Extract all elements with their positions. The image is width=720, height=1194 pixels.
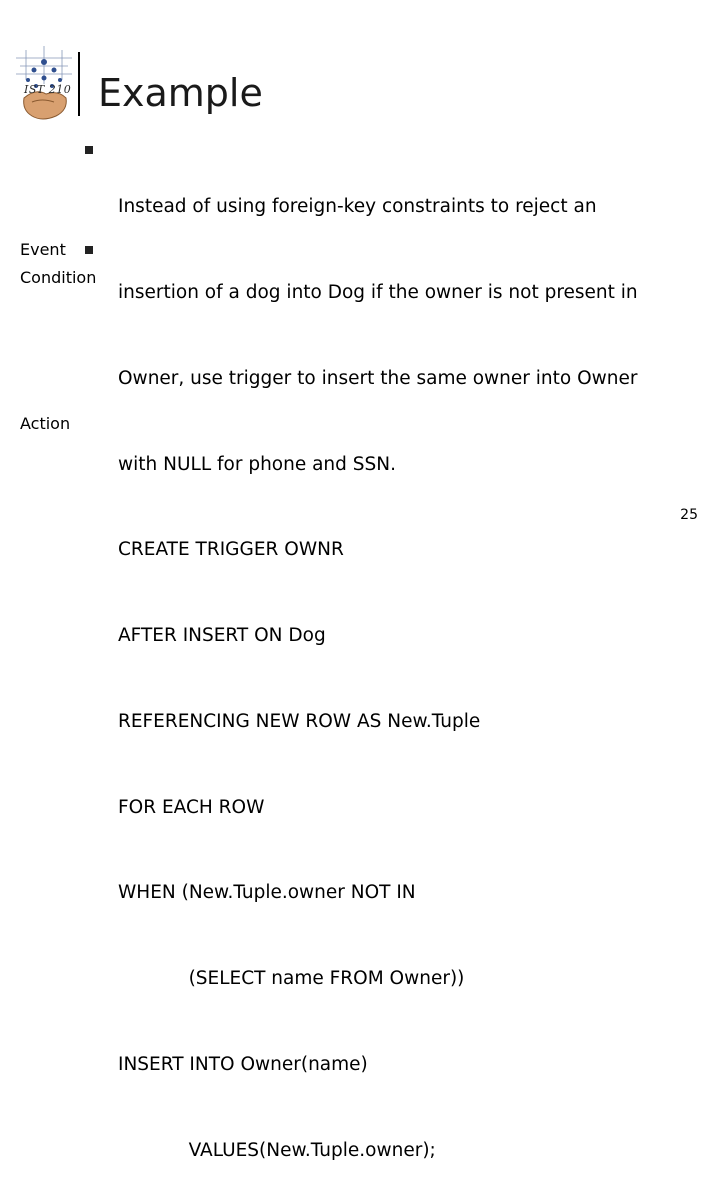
course-tag: IST 210 bbox=[24, 83, 72, 96]
label-event: Event bbox=[20, 240, 66, 259]
bullet-trigger bbox=[85, 246, 93, 254]
code-line: AFTER INSERT ON Dog bbox=[118, 625, 326, 647]
code-line: (SELECT name FROM Owner)) bbox=[118, 968, 465, 990]
bullet-paragraph bbox=[85, 146, 93, 154]
label-action: Action bbox=[20, 414, 71, 433]
code-line: INSERT INTO Owner(name) bbox=[118, 1054, 368, 1075]
paragraph-line: with NULL for phone and SSN. bbox=[118, 453, 396, 475]
slide-title: Example bbox=[98, 71, 263, 115]
title-divider bbox=[78, 52, 80, 116]
paragraph-line: Instead of using foreign-key constraints to reject an bbox=[118, 196, 597, 218]
paragraph-line: insertion of a dog into Dog if the owner is not present in bbox=[118, 281, 638, 303]
label-condition: Condition bbox=[20, 268, 97, 287]
code-line: VALUES(New.Tuple.owner); bbox=[118, 1139, 436, 1161]
code-line: CREATE TRIGGER OWNR bbox=[118, 539, 344, 561]
code-line: WHEN (New.Tuple.owner NOT IN bbox=[118, 882, 416, 904]
paragraph-line: Owner, use trigger to insert the same owner into Owner bbox=[118, 367, 638, 389]
slide-body bbox=[118, 136, 638, 1194]
code-line: REFERENCING NEW ROW AS New.Tuple bbox=[118, 710, 481, 732]
code-line: FOR EACH ROW bbox=[118, 796, 265, 818]
page-number: 25 bbox=[680, 507, 698, 523]
